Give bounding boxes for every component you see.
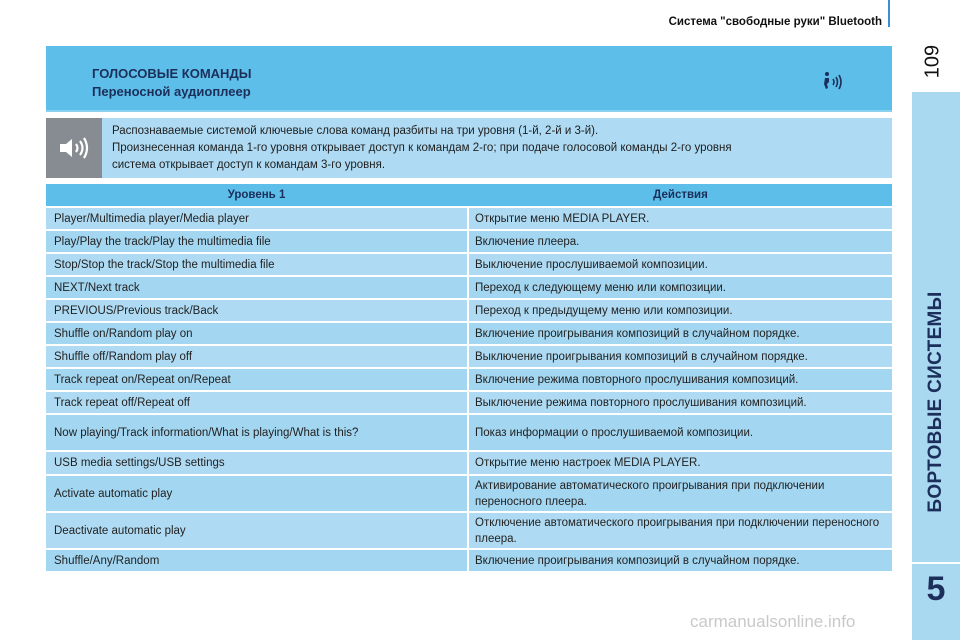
action-cell: Отключение автоматического проигрывания при подключении переносного плеера.	[469, 513, 892, 548]
table-row	[46, 476, 892, 513]
page-header-title: Система "свободные руки" Bluetooth	[668, 16, 882, 28]
command-cell: Track repeat on/Repeat on/Repeat	[46, 369, 467, 390]
command-cell: Activate automatic play	[46, 476, 467, 511]
command-cell: Shuffle off/Random play off	[46, 346, 467, 367]
speaker-sound-icon	[58, 135, 90, 161]
voice-command-icon	[818, 68, 846, 96]
action-cell: Активирование автоматического проигрывания при подключении переносного плеера.	[469, 476, 892, 511]
action-cell: Включение режима повторного прослушивания композиций.	[469, 369, 892, 390]
table-row	[46, 231, 892, 254]
info-line: Произнесенная команда 1-го уровня открывает доступ к командам 2-го; при подаче голосовой команды 2-го уровня	[112, 142, 732, 154]
table-header-row	[46, 184, 892, 208]
command-cell: Play/Play the track/Play the multimedia file	[46, 231, 467, 252]
page-number-text: 109	[921, 44, 944, 79]
command-cell: Deactivate automatic play	[46, 513, 467, 548]
action-cell: Открытие меню MEDIA PLAYER.	[469, 208, 892, 229]
voice-commands-table	[46, 184, 892, 573]
command-cell: Now playing/Track information/What is playing/What is this?	[46, 415, 467, 450]
action-cell: Выключение прослушиваемой композиции.	[469, 254, 892, 275]
table-row	[46, 346, 892, 369]
info-box	[46, 118, 892, 178]
sidebar-title	[912, 92, 960, 552]
watermark: carmanualsonline.info	[690, 612, 856, 631]
command-cell: Player/Multimedia player/Media player	[46, 208, 467, 229]
table-row	[46, 452, 892, 476]
table-row	[46, 277, 892, 300]
table-row	[46, 323, 892, 346]
info-icon-box	[46, 118, 102, 178]
section-subtitle: Переносной аудиоплеер	[92, 84, 251, 99]
table-row	[46, 208, 892, 231]
command-cell: Shuffle/Any/Random	[46, 550, 467, 571]
sidebar-title-text: БОРТОВЫЕ СИСТЕМЫ	[925, 291, 946, 513]
table-row	[46, 392, 892, 415]
action-cell: Включение проигрывания композиций в случайном порядке.	[469, 323, 892, 344]
action-cell: Открытие меню настроек MEDIA PLAYER.	[469, 452, 892, 474]
action-cell: Включение проигрывания композиций в случайном порядке.	[469, 550, 892, 571]
action-cell: Выключение проигрывания композиций в случайном порядке.	[469, 346, 892, 367]
command-cell: PREVIOUS/Previous track/Back	[46, 300, 467, 321]
header-level-1: Уровень 1	[46, 184, 467, 206]
table-row	[46, 300, 892, 323]
chapter-sidebar	[912, 92, 960, 640]
action-cell: Выключение режима повторного прослушивания композиций.	[469, 392, 892, 413]
header-rule	[888, 0, 890, 27]
info-text	[112, 123, 882, 174]
info-line: система открывает доступ к командам 3-го уровня.	[112, 159, 386, 171]
section-title: ГОЛОСОВЫЕ КОМАНДЫ	[92, 66, 252, 81]
info-line: Распознаваемые системой ключевые слова команд разбиты на три уровня (1-й, 2-й и 3-й).	[112, 125, 599, 137]
command-cell: Shuffle on/Random play on	[46, 323, 467, 344]
sidebar-divider	[912, 562, 960, 564]
table-row	[46, 254, 892, 277]
table-row	[46, 369, 892, 392]
command-cell: USB media settings/USB settings	[46, 452, 467, 474]
table-row	[46, 513, 892, 550]
action-cell: Переход к предыдущему меню или композиции.	[469, 300, 892, 321]
command-cell: Stop/Stop the track/Stop the multimedia file	[46, 254, 467, 275]
command-cell: Track repeat off/Repeat off	[46, 392, 467, 413]
table-row	[46, 550, 892, 573]
action-cell: Переход к следующему меню или композиции.	[469, 277, 892, 298]
action-cell: Показ информации о прослушиваемой композиции.	[469, 415, 892, 450]
table-row	[46, 415, 892, 452]
page-number	[912, 40, 960, 80]
action-cell: Включение плеера.	[469, 231, 892, 252]
command-cell: NEXT/Next track	[46, 277, 467, 298]
header-actions: Действия	[469, 184, 892, 206]
chapter-number: 5	[926, 570, 946, 608]
section-title-band	[46, 46, 892, 112]
